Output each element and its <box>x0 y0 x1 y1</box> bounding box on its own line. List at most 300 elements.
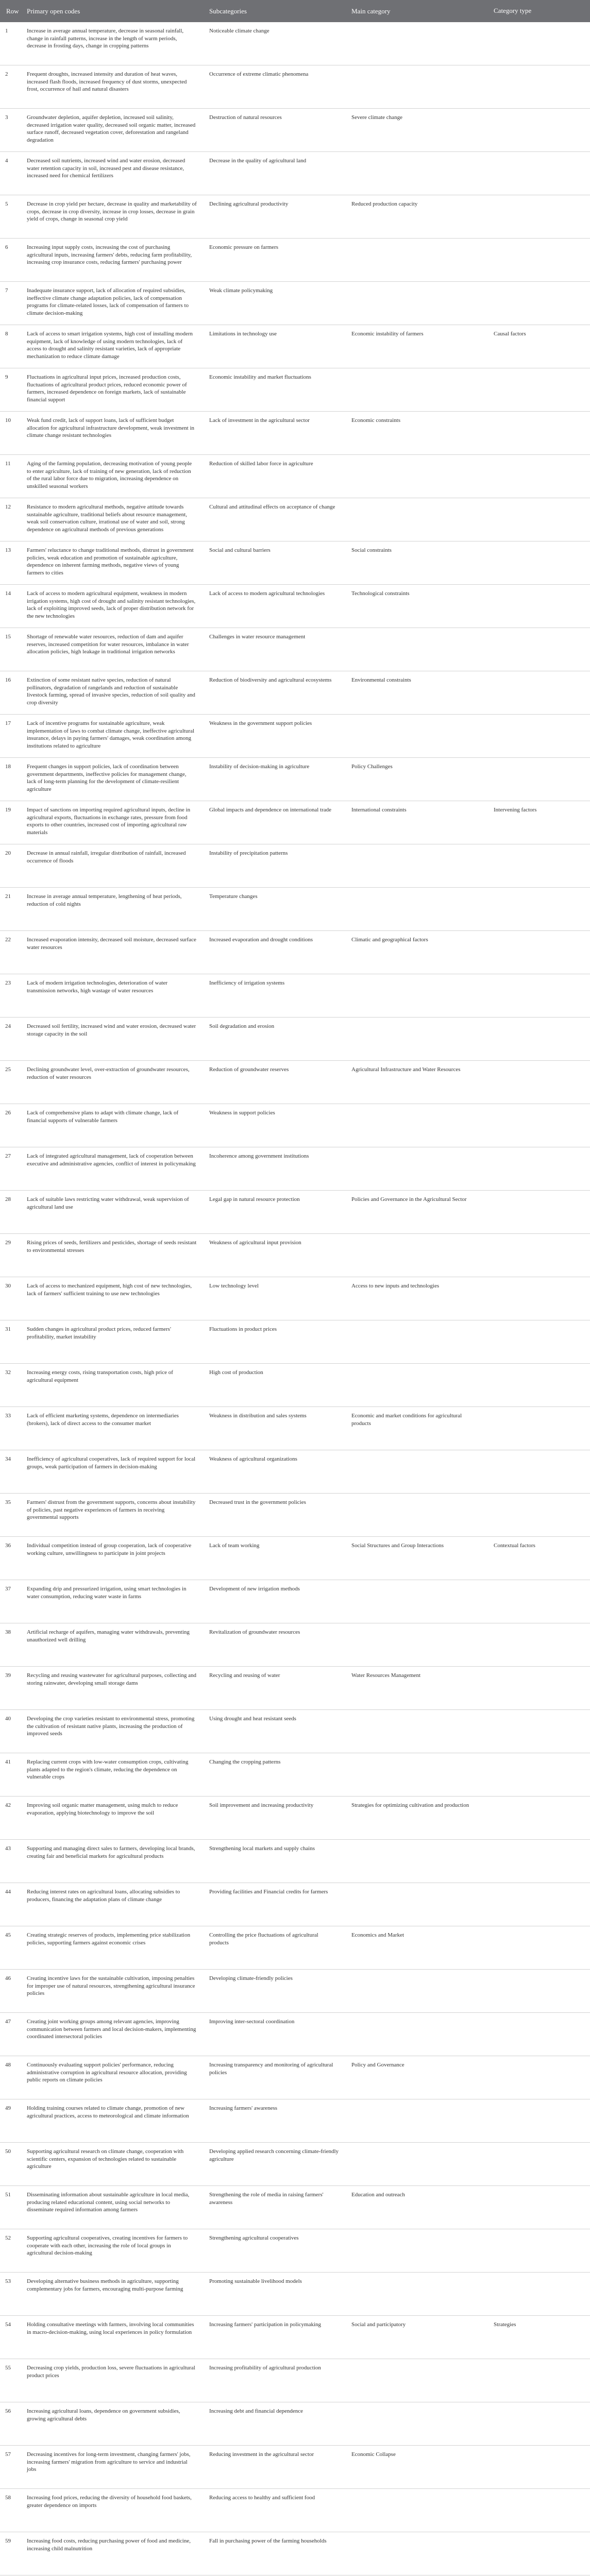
table-row <box>0 1623 590 1667</box>
main-category-cell <box>345 844 487 888</box>
subcategory-cell: Revitalization of groundwater resources <box>203 1623 345 1667</box>
table-row <box>0 2273 590 2316</box>
subcategory-cell: Increasing profitability of agricultural production <box>203 2359 345 2402</box>
category-type-cell <box>487 715 590 758</box>
primary-open-codes-cell: Lack of suitable laws restricting water withdrawal, weak supervision of agricultural land use <box>21 1191 203 1234</box>
primary-open-codes-cell: Decreasing crop yields, production loss, severe fluctuations in agricultural product prices <box>21 2359 203 2402</box>
table-row <box>0 2532 590 2575</box>
table-row <box>0 801 590 844</box>
table-row <box>0 1667 590 1710</box>
main-category-cell <box>345 1580 487 1623</box>
row-number: 51 <box>0 2186 21 2229</box>
main-category-cell <box>345 2489 487 2532</box>
table-row <box>0 585 590 628</box>
subcategory-cell: Decreased trust in the government policies <box>203 1494 345 1537</box>
primary-open-codes-cell: Shortage of renewable water resources, reduction of dam and aquifer reserves, increased competition for water resources, imbalance in water allocation policies, high leakage in traditional irrigation networks <box>21 628 203 671</box>
primary-open-codes-cell: Replacing current crops with low-water consumption crops, cultivating plants adapted to the region's climate, reducing the dependence on vulnerable crops <box>21 1753 203 1797</box>
primary-open-codes-cell: Artificial recharge of aquifers, managing water withdrawals, preventing unauthorized well drilling <box>21 1623 203 1667</box>
main-category-cell: Economic instability of farmers <box>345 325 487 368</box>
row-number: 53 <box>0 2273 21 2316</box>
category-type-cell <box>487 1797 590 1840</box>
category-type-cell <box>487 412 590 455</box>
table-row <box>0 412 590 455</box>
main-category-cell: Education and outreach <box>345 2186 487 2229</box>
main-category-cell <box>345 1104 487 1147</box>
primary-open-codes-cell: Extinction of some resistant native species, reduction of natural pollinators, degradation of rangelands and reduction of sustainable livestock farming, spread of invasive species, reduction of soil quality and crop diversity <box>21 671 203 715</box>
primary-open-codes-cell: Lack of incentive programs for sustainable agriculture, weak implementation of laws to combat climate change, ineffective agricultural insurance, delays in paying farmers' damages, weak coordination among institutions related to agriculture <box>21 715 203 758</box>
subcategory-cell: Legal gap in natural resource protection <box>203 1191 345 1234</box>
main-category-cell <box>345 1018 487 1061</box>
header-category-type: Category type <box>487 0 590 22</box>
subcategory-cell: Reducing access to healthy and sufficient food <box>203 2489 345 2532</box>
subcategory-cell: Challenges in water resource management <box>203 628 345 671</box>
primary-open-codes-cell: Improving soil organic matter management, using mulch to reduce evaporation, applying biotechnology to improve the soil <box>21 1797 203 1840</box>
main-category-cell <box>345 2013 487 2056</box>
category-type-cell: Strategies <box>487 2316 590 2359</box>
subcategory-cell: Developing applied research concerning climate-friendly agriculture <box>203 2143 345 2186</box>
row-number: 5 <box>0 195 21 239</box>
main-category-cell <box>345 1840 487 1883</box>
row-number: 10 <box>0 412 21 455</box>
table-row <box>0 671 590 715</box>
row-number: 39 <box>0 1667 21 1710</box>
category-type-cell <box>487 1753 590 1797</box>
subcategory-cell: Temperature changes <box>203 888 345 931</box>
category-type-cell <box>487 1450 590 1494</box>
row-number: 16 <box>0 671 21 715</box>
subcategory-cell: Weakness in support policies <box>203 1104 345 1147</box>
main-category-cell <box>345 65 487 109</box>
main-category-cell: Water Resources Management <box>345 1667 487 1710</box>
row-number: 54 <box>0 2316 21 2359</box>
category-type-cell <box>487 1320 590 1364</box>
subcategory-cell: High cost of production <box>203 1364 345 1407</box>
main-category-cell: Policies and Governance in the Agricultural Sector <box>345 1191 487 1234</box>
row-number: 1 <box>0 22 21 65</box>
row-number: 47 <box>0 2013 21 2056</box>
primary-open-codes-cell: Increasing input supply costs, increasing the cost of purchasing agricultural inputs, increasing farmers' debts, reducing farm profitability, increasing crop insurance costs, reducing farmers' purchasing power <box>21 239 203 282</box>
category-type-cell <box>487 1970 590 2013</box>
table-row <box>0 368 590 412</box>
table-row <box>0 2056 590 2099</box>
main-category-cell <box>345 1450 487 1494</box>
primary-open-codes-cell: Decrease in annual rainfall, irregular distribution of rainfall, increased occurrence of floods <box>21 844 203 888</box>
primary-open-codes-cell: Disseminating information about sustainable agriculture in local media, producing related educational content, using social networks to disseminate required information among farmers <box>21 2186 203 2229</box>
row-number: 50 <box>0 2143 21 2186</box>
table-row <box>0 2402 590 2446</box>
primary-open-codes-cell: Lack of access to modern agricultural equipment, weakness in modern irrigation systems, high cost of drought and salinity resistant technologies, lack of exploiting improved seeds, lack of proper distribution network for the new technologies <box>21 585 203 628</box>
primary-open-codes-cell: Creating incentive laws for the sustainable cultivation, imposing penalties for improper use of natural resources, strengthening agricultural insurance policies <box>21 1970 203 2013</box>
main-category-cell <box>345 282 487 325</box>
subcategory-cell: Using drought and heat resistant seeds <box>203 1710 345 1753</box>
row-number: 25 <box>0 1061 21 1104</box>
main-category-cell: Environmental constraints <box>345 671 487 715</box>
row-number: 46 <box>0 1970 21 2013</box>
main-category-cell <box>345 715 487 758</box>
category-type-cell <box>487 1277 590 1320</box>
row-number: 59 <box>0 2532 21 2575</box>
subcategory-cell: Weakness in the government support policies <box>203 715 345 758</box>
row-number: 44 <box>0 1883 21 1926</box>
primary-open-codes-cell: Holding consultative meetings with farmers, involving local communities in macro-decision-making, using local experiences in policy formulation <box>21 2316 203 2359</box>
subcategory-cell: Changing the cropping patterns <box>203 1753 345 1797</box>
table-row <box>0 65 590 109</box>
subcategory-cell: Increasing farmers' participation in policymaking <box>203 2316 345 2359</box>
subcategory-cell: Instability of decision-making in agriculture <box>203 758 345 801</box>
row-number: 37 <box>0 1580 21 1623</box>
row-number: 9 <box>0 368 21 412</box>
subcategory-cell: Recycling and reusing of water <box>203 1667 345 1710</box>
subcategory-cell: Increasing transparency and monitoring of agricultural policies <box>203 2056 345 2099</box>
table-row <box>0 541 590 585</box>
header-primary-open-codes: Primary open codes <box>21 0 203 22</box>
table-row <box>0 498 590 541</box>
row-number: 19 <box>0 801 21 844</box>
primary-open-codes-cell: Resistance to modern agricultural methods, negative attitude towards sustainable agriculture, traditional beliefs about resource management, weak soil conservation culture, irrational use of water and soil, strong dependence on agricultural methods of previous generations <box>21 498 203 541</box>
row-number: 18 <box>0 758 21 801</box>
row-number: 26 <box>0 1104 21 1147</box>
main-category-cell: International constraints <box>345 801 487 844</box>
primary-open-codes-cell: Impact of sanctions on importing required agricultural inputs, decline in agricultural exports, fluctuations in exchange rates, pressure from food exports to other countries, increased cost of importing agricultural raw materials <box>21 801 203 844</box>
row-number: 17 <box>0 715 21 758</box>
primary-open-codes-cell: Supporting and managing direct sales to farmers, developing local brands, creating fair and beneficial markets for agricultural products <box>21 1840 203 1883</box>
table-row <box>0 844 590 888</box>
main-category-cell: Social Structures and Group Interactions <box>345 1537 487 1580</box>
table-row <box>0 152 590 195</box>
subcategory-cell: Social and cultural barriers <box>203 541 345 585</box>
category-type-cell <box>487 888 590 931</box>
category-type-cell <box>487 1364 590 1407</box>
category-type-cell <box>487 2532 590 2575</box>
row-number: 49 <box>0 2099 21 2143</box>
primary-open-codes-cell: Increasing food costs, reducing purchasing power of food and medicine, increasing child malnutrition <box>21 2532 203 2575</box>
category-type-cell <box>487 65 590 109</box>
table-row <box>0 2143 590 2186</box>
table-row <box>0 2186 590 2229</box>
category-type-cell <box>487 1580 590 1623</box>
main-category-cell <box>345 1364 487 1407</box>
main-category-cell: Social and participatory <box>345 2316 487 2359</box>
main-category-cell <box>345 888 487 931</box>
subcategory-cell: Weakness of agricultural organizations <box>203 1450 345 1494</box>
table-row <box>0 2446 590 2489</box>
category-type-cell <box>487 1623 590 1667</box>
row-number: 22 <box>0 931 21 974</box>
main-category-cell <box>345 2532 487 2575</box>
main-category-cell <box>345 1320 487 1364</box>
table-row <box>0 1883 590 1926</box>
primary-open-codes-cell: Increasing food prices, reducing the diversity of household food baskets, greater dependence on imports <box>21 2489 203 2532</box>
row-number: 11 <box>0 455 21 498</box>
subcategory-cell: Economic instability and market fluctuations <box>203 368 345 412</box>
main-category-cell <box>345 1623 487 1667</box>
main-category-cell <box>345 239 487 282</box>
primary-open-codes-cell: Increased evaporation intensity, decreased soil moisture, decreased surface water resources <box>21 931 203 974</box>
table-row <box>0 1320 590 1364</box>
primary-open-codes-cell: Groundwater depletion, aquifer depletion, increased soil salinity, decreased irrigation water quality, decreased soil organic matter, increased surface runoff, decreased vegetation cover, deforestation and rangeland degradation <box>21 109 203 152</box>
primary-open-codes-cell: Creating strategic reserves of products, implementing price stabilization policies, supporting farmers against economic crises <box>21 1926 203 1970</box>
category-type-cell <box>487 1147 590 1191</box>
category-type-cell <box>487 22 590 65</box>
primary-open-codes-cell: Decreasing incentives for long-term investment, changing farmers' jobs, increasing farmers' migration from agriculture to service and industrial jobs <box>21 2446 203 2489</box>
table-row <box>0 2013 590 2056</box>
row-number: 27 <box>0 1147 21 1191</box>
table-row <box>0 2099 590 2143</box>
main-category-cell: Access to new inputs and technologies <box>345 1277 487 1320</box>
category-type-cell <box>487 1104 590 1147</box>
subcategory-cell: Promoting sustainable livelihood models <box>203 2273 345 2316</box>
subcategory-cell: Weakness of agricultural input provision <box>203 1234 345 1277</box>
category-type-cell <box>487 758 590 801</box>
subcategory-cell: Strengthening the role of media in raising farmers' awareness <box>203 2186 345 2229</box>
primary-open-codes-cell: Creating joint working groups among relevant agencies, improving communication between farmers and local decision-makers, implementing coordinated intersectoral policies <box>21 2013 203 2056</box>
row-number: 56 <box>0 2402 21 2446</box>
main-category-cell <box>345 1753 487 1797</box>
row-number: 57 <box>0 2446 21 2489</box>
subcategory-cell: Weakness in distribution and sales systems <box>203 1407 345 1450</box>
row-number: 40 <box>0 1710 21 1753</box>
primary-open-codes-cell: Inefficiency of agricultural cooperatives, lack of required support for local groups, weak participation of farmers in decision-making <box>21 1450 203 1494</box>
row-number: 43 <box>0 1840 21 1883</box>
main-category-cell <box>345 2273 487 2316</box>
main-category-cell <box>345 628 487 671</box>
category-type-cell <box>487 2143 590 2186</box>
category-type-cell <box>487 844 590 888</box>
main-category-cell <box>345 2359 487 2402</box>
category-type-cell <box>487 2099 590 2143</box>
primary-open-codes-cell: Individual competition instead of group cooperation, lack of cooperative working culture, unwillingness to participate in joint projects <box>21 1537 203 1580</box>
category-type-cell <box>487 2013 590 2056</box>
primary-open-codes-cell: Expanding drip and pressurized irrigation, using smart technologies in water consumption, reducing water waste in farms <box>21 1580 203 1623</box>
primary-open-codes-cell: Increase in average annual temperature, lengthening of heat periods, reduction of cold nights <box>21 888 203 931</box>
table-row <box>0 1970 590 2013</box>
category-type-cell <box>487 109 590 152</box>
table-row <box>0 455 590 498</box>
category-type-cell <box>487 2273 590 2316</box>
table-row <box>0 974 590 1018</box>
category-type-cell <box>487 455 590 498</box>
subcategory-cell: Reduction of groundwater reserves <box>203 1061 345 1104</box>
primary-open-codes-cell: Continuously evaluating support policies' performance, reducing administrative corruption in agricultural resource allocation, providing public reports on climate policies <box>21 2056 203 2099</box>
table-row <box>0 628 590 671</box>
row-number: 38 <box>0 1623 21 1667</box>
main-category-cell <box>345 2143 487 2186</box>
main-category-cell: Economic Collapse <box>345 2446 487 2489</box>
primary-open-codes-cell: Reducing interest rates on agricultural loans, allocating subsidies to producers, financing the adaptation plans of climate change <box>21 1883 203 1926</box>
table-row <box>0 2229 590 2273</box>
primary-open-codes-cell: Decrease in crop yield per hectare, decrease in quality and marketability of crops, decrease in crop diversity, increase in crop losses, decrease in grain yield of crops, change in seasonal crop yield <box>21 195 203 239</box>
category-type-cell <box>487 1191 590 1234</box>
primary-open-codes-cell: Supporting agricultural cooperatives, creating incentives for farmers to cooperate with each other, increasing the role of local groups in agricultural decision-making <box>21 2229 203 2273</box>
row-number: 36 <box>0 1537 21 1580</box>
row-number: 55 <box>0 2359 21 2402</box>
main-category-cell <box>345 2402 487 2446</box>
subcategory-cell: Improving inter-sectoral coordination <box>203 2013 345 2056</box>
primary-open-codes-cell: Lack of access to mechanized equipment, high cost of new technologies, lack of farmers' sufficient training to use new technologies <box>21 1277 203 1320</box>
main-category-cell <box>345 1494 487 1537</box>
subcategory-cell: Decrease in the quality of agricultural land <box>203 152 345 195</box>
subcategory-cell: Controlling the price fluctuations of agricultural products <box>203 1926 345 1970</box>
table-row <box>0 1450 590 1494</box>
main-category-cell <box>345 1883 487 1926</box>
primary-open-codes-cell: Increasing agricultural loans, dependence on government subsidies, growing agricultural debts <box>21 2402 203 2446</box>
primary-open-codes-cell: Sudden changes in agricultural product prices, reduced farmers' profitability, market instability <box>21 1320 203 1364</box>
subcategory-cell: Declining agricultural productivity <box>203 195 345 239</box>
row-number: 15 <box>0 628 21 671</box>
table-row <box>0 1191 590 1234</box>
main-category-cell <box>345 974 487 1018</box>
subcategory-cell: Fall in purchasing power of the farming households <box>203 2532 345 2575</box>
row-number: 31 <box>0 1320 21 1364</box>
primary-open-codes-cell: Aging of the farming population, decreasing motivation of young people to enter agriculture, lack of training of new generation, lack of reduction of the rural labor force due to migration, increasing dependence on unskilled seasonal workers <box>21 455 203 498</box>
main-category-cell: Severe climate change <box>345 109 487 152</box>
table-row <box>0 2316 590 2359</box>
row-number: 32 <box>0 1364 21 1407</box>
primary-open-codes-cell: Lack of integrated agricultural management, lack of cooperation between executive and administrative agencies, conflict of interest in policymaking <box>21 1147 203 1191</box>
subcategory-cell: Reducing investment in the agricultural sector <box>203 2446 345 2489</box>
table-row <box>0 325 590 368</box>
header-subcategories: Subcategories <box>203 0 345 22</box>
main-category-cell <box>345 1970 487 2013</box>
table-row <box>0 2489 590 2532</box>
category-type-cell <box>487 498 590 541</box>
main-category-cell <box>345 498 487 541</box>
primary-open-codes-cell: Holding training courses related to climate change, promotion of new agricultural practices, access to meteorological and climate information <box>21 2099 203 2143</box>
subcategory-cell: Providing facilities and Financial credits for farmers <box>203 1883 345 1926</box>
category-type-cell <box>487 585 590 628</box>
row-number: 45 <box>0 1926 21 1970</box>
primary-open-codes-cell: Recycling and reusing wastewater for agricultural purposes, collecting and storing rainwater, developing small storage dams <box>21 1667 203 1710</box>
subcategory-cell: Cultural and attitudinal effects on acceptance of change <box>203 498 345 541</box>
subcategory-cell: Limitations in technology use <box>203 325 345 368</box>
primary-open-codes-cell: Farmers' reluctance to change traditional methods, distrust in government policies, weak education and promotion of sustainable agriculture, dependence on inherent farming methods, negative views of young farmers to cities <box>21 541 203 585</box>
header-row: Row <box>0 0 21 22</box>
row-number: 6 <box>0 239 21 282</box>
table-row <box>0 2359 590 2402</box>
row-number: 20 <box>0 844 21 888</box>
table-row <box>0 22 590 65</box>
table-row <box>0 1018 590 1061</box>
table-row <box>0 109 590 152</box>
primary-open-codes-cell: Increasing energy costs, rising transportation costs, high price of agricultural equipment <box>21 1364 203 1407</box>
category-type-cell <box>487 1926 590 1970</box>
primary-open-codes-cell: Developing the crop varieties resistant to environmental stress, promoting the cultivation of resistant native plants, increasing the production of improved seeds <box>21 1710 203 1753</box>
table-row <box>0 239 590 282</box>
row-number: 3 <box>0 109 21 152</box>
main-category-cell <box>345 455 487 498</box>
row-number: 30 <box>0 1277 21 1320</box>
main-category-cell <box>345 1234 487 1277</box>
table-row <box>0 1407 590 1450</box>
row-number: 12 <box>0 498 21 541</box>
primary-open-codes-cell: Decreased soil nutrients, increased wind and water erosion, decreased water retention capacity in soil, increased pest and disease resistance, increased need for chemical fertilizers <box>21 152 203 195</box>
table-row <box>0 1277 590 1320</box>
main-category-cell <box>345 1710 487 1753</box>
row-number: 42 <box>0 1797 21 1840</box>
primary-open-codes-cell: Weak fund credit, lack of support loans, lack of sufficient budget allocation for agricultural infrastructure development, weak investment in climate change resistant technologies <box>21 412 203 455</box>
row-number: 33 <box>0 1407 21 1450</box>
category-type-cell <box>487 368 590 412</box>
row-number: 14 <box>0 585 21 628</box>
category-type-cell <box>487 1061 590 1104</box>
table-row <box>0 1797 590 1840</box>
primary-open-codes-cell: Farmers' distrust from the government supports, concerns about instability of policies, past negative experiences of farmers in receiving governmental supports <box>21 1494 203 1537</box>
subcategory-cell: Instability of precipitation patterns <box>203 844 345 888</box>
primary-open-codes-cell: Lack of comprehensive plans to adapt with climate change, lack of financial supports of vulnerable farmers <box>21 1104 203 1147</box>
category-type-cell <box>487 2359 590 2402</box>
main-category-cell: Economic constraints <box>345 412 487 455</box>
table-row <box>0 1926 590 1970</box>
row-number: 24 <box>0 1018 21 1061</box>
subcategory-cell: Developing climate-friendly policies <box>203 1970 345 2013</box>
subcategory-cell: Development of new irrigation methods <box>203 1580 345 1623</box>
category-type-cell <box>487 195 590 239</box>
table-body <box>0 22 590 2576</box>
table-row <box>0 282 590 325</box>
category-type-cell: Intervening factors <box>487 801 590 844</box>
category-type-cell <box>487 1018 590 1061</box>
category-type-cell <box>487 2446 590 2489</box>
category-type-cell <box>487 931 590 974</box>
table-row <box>0 1580 590 1623</box>
primary-open-codes-cell: Decreased soil fertility, increased wind and water erosion, decreased water storage capacity in the soil <box>21 1018 203 1061</box>
main-category-cell: Strategies for optimizing cultivation and production <box>345 1797 487 1840</box>
category-type-cell: Causal factors <box>487 325 590 368</box>
subcategory-cell: Lack of team working <box>203 1537 345 1580</box>
main-category-cell: Policy Challenges <box>345 758 487 801</box>
subcategory-cell: Soil degradation and erosion <box>203 1018 345 1061</box>
table-row <box>0 1710 590 1753</box>
subcategory-cell: Fluctuations in product prices <box>203 1320 345 1364</box>
category-type-cell <box>487 1667 590 1710</box>
main-category-cell <box>345 2229 487 2273</box>
category-type-cell: Contextual factors <box>487 1537 590 1580</box>
main-category-cell: Reduced production capacity <box>345 195 487 239</box>
primary-open-codes-cell: Developing alternative business methods in agriculture, supporting complementary jobs for farmers, encouraging multi-purpose farming <box>21 2273 203 2316</box>
primary-open-codes-cell: Frequent changes in support policies, lack of coordination between government departments, ineffective policies for management change, lack of long-term planning for the development of climate-resilient agriculture <box>21 758 203 801</box>
table-row <box>0 1753 590 1797</box>
table-row <box>0 1537 590 1580</box>
subcategory-cell: Lack of access to modern agricultural technologies <box>203 585 345 628</box>
category-type-cell <box>487 541 590 585</box>
category-type-cell <box>487 1883 590 1926</box>
category-type-cell <box>487 2056 590 2099</box>
main-category-cell: Social constraints <box>345 541 487 585</box>
main-category-cell <box>345 2099 487 2143</box>
category-type-cell <box>487 1840 590 1883</box>
main-category-cell <box>345 22 487 65</box>
subcategory-cell: Low technology level <box>203 1277 345 1320</box>
primary-open-codes-cell: Fluctuations in agricultural input prices, increased production costs, fluctuations of agricultural product prices, reduced economic power of farmers, increased dependence on foreign markets, lack of sustainable financial support <box>21 368 203 412</box>
row-number: 7 <box>0 282 21 325</box>
table-row <box>0 1494 590 1537</box>
subcategory-cell: Global impacts and dependence on international trade <box>203 801 345 844</box>
row-number: 2 <box>0 65 21 109</box>
table-row <box>0 758 590 801</box>
category-type-cell <box>487 282 590 325</box>
category-type-cell <box>487 1407 590 1450</box>
table-row <box>0 888 590 931</box>
main-category-cell: Policy and Governance <box>345 2056 487 2099</box>
main-category-cell <box>345 152 487 195</box>
primary-open-codes-cell: Lack of access to smart irrigation systems, high cost of installing modern equipment, lack of knowledge of using modern technologies, lack of access to drought and salinity resistant varieties, lack of appropriate mechanization to reduce climate damage <box>21 325 203 368</box>
subcategory-cell: Occurrence of extreme climatic phenomena <box>203 65 345 109</box>
subcategory-cell: Increasing debt and financial dependence <box>203 2402 345 2446</box>
table-row <box>0 715 590 758</box>
primary-open-codes-cell: Lack of modern irrigation technologies, deterioration of water transmission networks, high wastage of water resources <box>21 974 203 1018</box>
row-number: 13 <box>0 541 21 585</box>
row-number: 28 <box>0 1191 21 1234</box>
